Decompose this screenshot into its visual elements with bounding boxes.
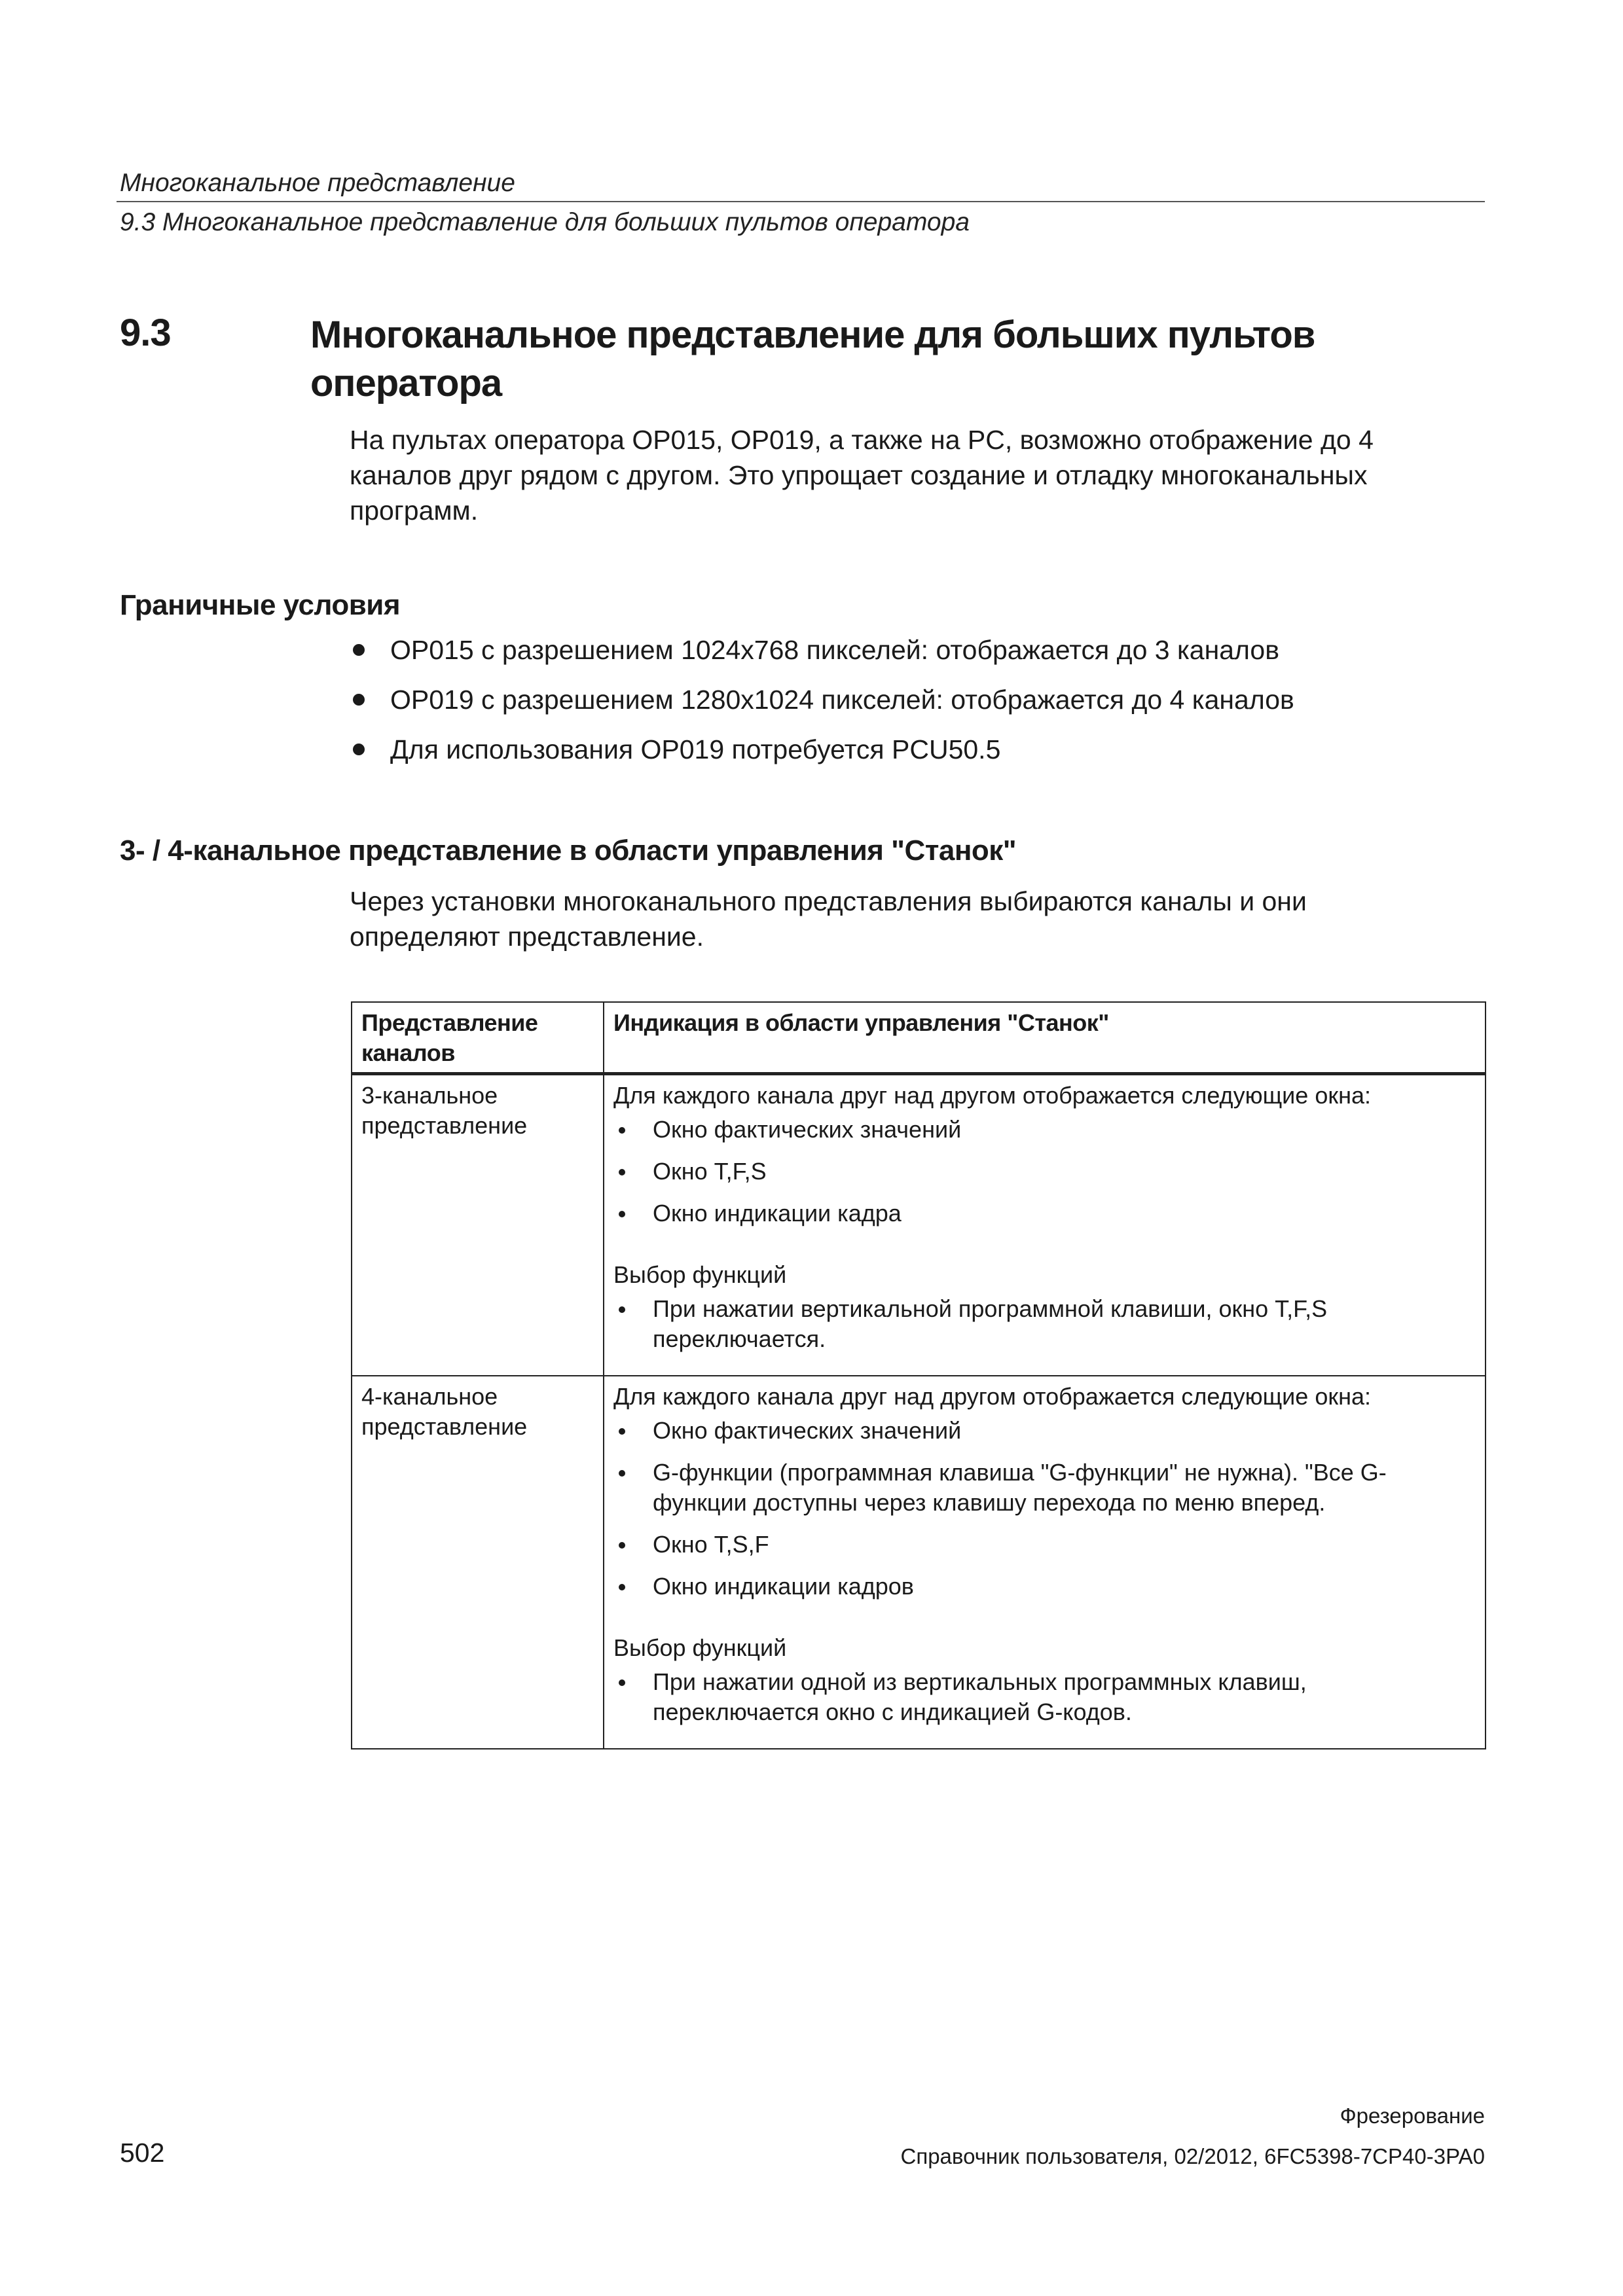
list-item: При нажатии одной из вертикальных программных клавиш, переключается окно с индикацией G-кодов. (613, 1667, 1477, 1727)
table-cell-mode: 3-канальное представление (352, 1074, 604, 1376)
window-list (613, 1115, 1477, 1229)
channel-view-table (351, 1001, 1486, 1749)
table-row (352, 1074, 1486, 1376)
cell-intro: Для каждого канала друг над другом отображается следующие окна: (613, 1082, 1371, 1109)
function-list (613, 1294, 1477, 1354)
list-item: Окно фактических значений (613, 1115, 1477, 1145)
list-item: При нажатии вертикальной программной клавиши, окно T,F,S переключается. (613, 1294, 1477, 1354)
table-cell-display (604, 1074, 1486, 1376)
cell-subheading: Выбор функций (613, 1634, 787, 1661)
cell-intro: Для каждого канала друг над другом отображается следующие окна: (613, 1383, 1371, 1410)
list-item: Окно индикации кадров (613, 1571, 1477, 1602)
footer-book-title: Фрезерование (1340, 2104, 1485, 2128)
list-item: Окно фактических значений (613, 1416, 1477, 1446)
machine-view-heading: 3- / 4-канальное представление в области управления "Станок" (120, 834, 1017, 867)
list-item: OP015 с разрешением 1024x768 пикселей: отображается до 3 каналов (350, 634, 1463, 683)
function-list (613, 1667, 1477, 1727)
list-item: Окно индикации кадра (613, 1198, 1477, 1229)
machine-view-paragraph: Через установки многоканального представления выбираются каналы и они определяют представление. (350, 886, 1307, 952)
header-divider (117, 201, 1485, 202)
list-item: Для использования OP019 потребуется PCU50.5 (350, 733, 1463, 783)
conditions-heading: Граничные условия (120, 589, 400, 621)
list-item: OP019 с разрешением 1280x1024 пикселей: отображается до 4 каналов (350, 683, 1463, 733)
table-header-mode: Представление каналов (352, 1002, 604, 1074)
section-number: 9.3 (120, 312, 171, 354)
cell-subheading: Выбор функций (613, 1261, 787, 1288)
running-header-chapter: Многоканальное представление (120, 169, 515, 197)
table-cell-mode: 4-канальное представление (352, 1376, 604, 1749)
window-list (613, 1416, 1477, 1602)
page-number: 502 (120, 2138, 165, 2168)
footer-manual-info: Справочник пользователя, 02/2012, 6FC5398-7CP40-3PA0 (900, 2144, 1485, 2168)
table-row (352, 1376, 1486, 1749)
list-item: G-функции (программная клавиша "G-функции" не нужна). "Все G-функции доступны через клавишу перехода по меню вперед. (613, 1458, 1477, 1518)
list-item: Окно T,F,S (613, 1157, 1477, 1187)
conditions-list (350, 634, 1463, 783)
list-item: Окно T,S,F (613, 1530, 1477, 1560)
section-title: Многоканальное представление для больших пультов оператора (310, 314, 1315, 404)
running-header-section: 9.3 Многоканальное представление для больших пультов оператора (120, 208, 970, 236)
intro-paragraph: На пультах оператора OP015, OP019, а также на PC, возможно отображение до 4 каналов друг рядом с другом. Это упрощает создание и отладку многоканальных программ. (350, 425, 1374, 526)
table-cell-display (604, 1376, 1486, 1749)
table-header-display: Индикация в области управления "Станок" (604, 1002, 1486, 1074)
table-header-row (352, 1002, 1486, 1074)
